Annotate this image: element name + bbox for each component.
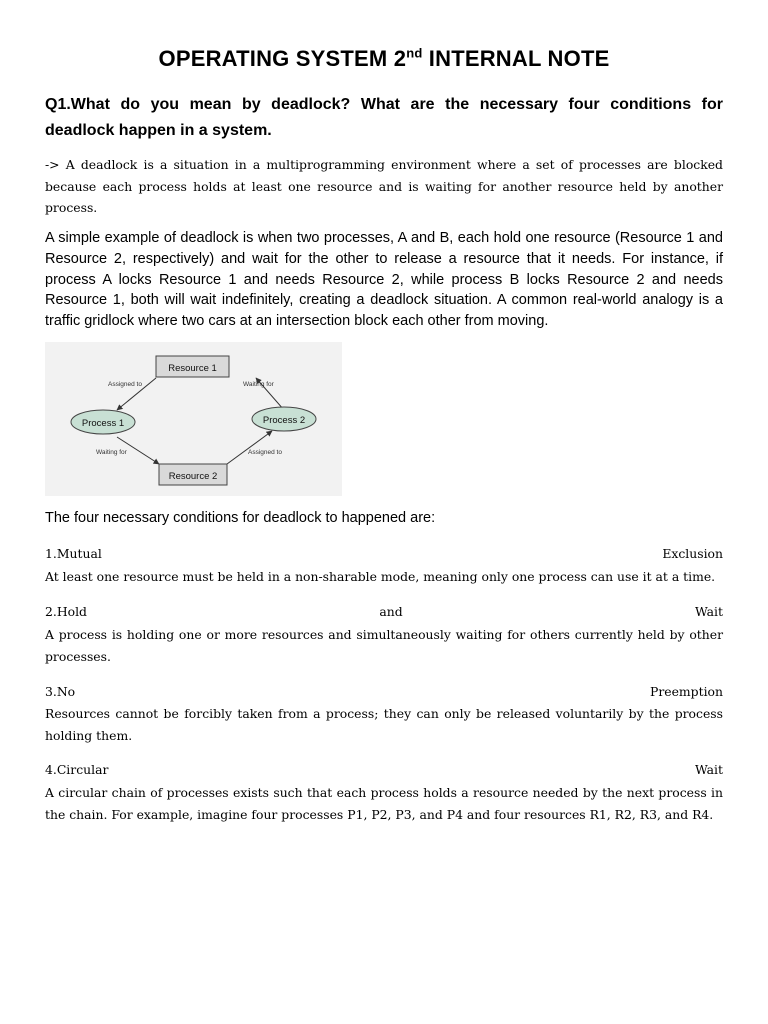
condition-2-heading-word: 2.Hold [45,604,87,619]
conditions-intro: The four necessary conditions for deadlock to happened are: [45,510,436,526]
condition-1-heading-word: 1.Mutual [45,546,102,561]
condition-3-heading-word: 3.No [45,684,76,699]
example-paragraph: A simple example of deadlock is when two processes, A and B, each hold one resource (Resource 1 and Resource 2, respectively) and wait for the other to release a resource that it needs. For instance, if process A locks Resource 1 and needs Resource 2, while process B locks Resource 2 and needs Resource 1, both will wait indefinitely, creating a deadlock situation. A common real-world analogy is a traffic gridlock where two cars at an intersection block each other from moving. [45,230,723,330]
deadlock-diagram [45,342,342,496]
condition-2-heading [45,602,723,622]
resource2-label: Resource 2 [168,471,218,482]
process2-label: Process 2 [262,415,306,426]
condition-4-heading [45,760,723,780]
edge-label-waiting-for-top: Waiting for [243,381,274,388]
condition-4-heading-word: 4.Circular [45,762,109,777]
edge-label-waiting-for-bottom: Waiting for [96,449,127,456]
condition-1-heading-word: Exclusion [662,546,723,561]
edge-label-assigned-to-bottom: Assigned to [248,449,282,456]
condition-4-description: A circular chain of processes exists such that each process holds a resource needed by the next process in the chain. For example, imagine four processes P1, P2, P3, and P4 and four resources R1, R2, R3, and R4. [45,785,723,822]
question-heading: Q1.What do you mean by deadlock? What are the necessary four conditions for deadlock happen in a system. [45,96,723,139]
title-main: OPERATING SYSTEM 2 [158,46,407,71]
condition-4-heading-word: Wait [695,762,723,777]
resource1-label: Resource 1 [168,363,217,374]
answer-intro-paragraph: -> A deadlock is a situation in a multiprogramming environment where a set of processes are blocked because each process holds at least one resource and is waiting for another resource held by another process. [45,157,723,215]
condition-2-heading-word: Wait [694,604,723,619]
title-superscript: nd [406,45,423,61]
condition-3-description: Resources cannot be forcibly taken from a process; they can only be released voluntarily by the process holding them. [45,706,723,743]
condition-3-heading [45,682,723,702]
condition-2-heading-word: and [379,604,403,619]
page-title [0,46,768,72]
condition-2-description: A process is holding one or more resources and simultaneously waiting for others currently held by other processes. [45,627,723,664]
process1-label: Process 1 [81,418,125,429]
deadlock-diagram-svg [45,342,342,496]
edge-label-assigned-to-top: Assigned to [108,381,142,388]
title-end: INTERNAL NOTE [422,46,610,71]
condition-1-description: At least one resource must be held in a non-sharable mode, meaning only one process can use it at a time. [45,569,716,584]
edge-resource2-to-process2 [227,431,272,464]
condition-3-heading-word: Preemption [650,684,723,699]
condition-1-heading [45,544,723,564]
